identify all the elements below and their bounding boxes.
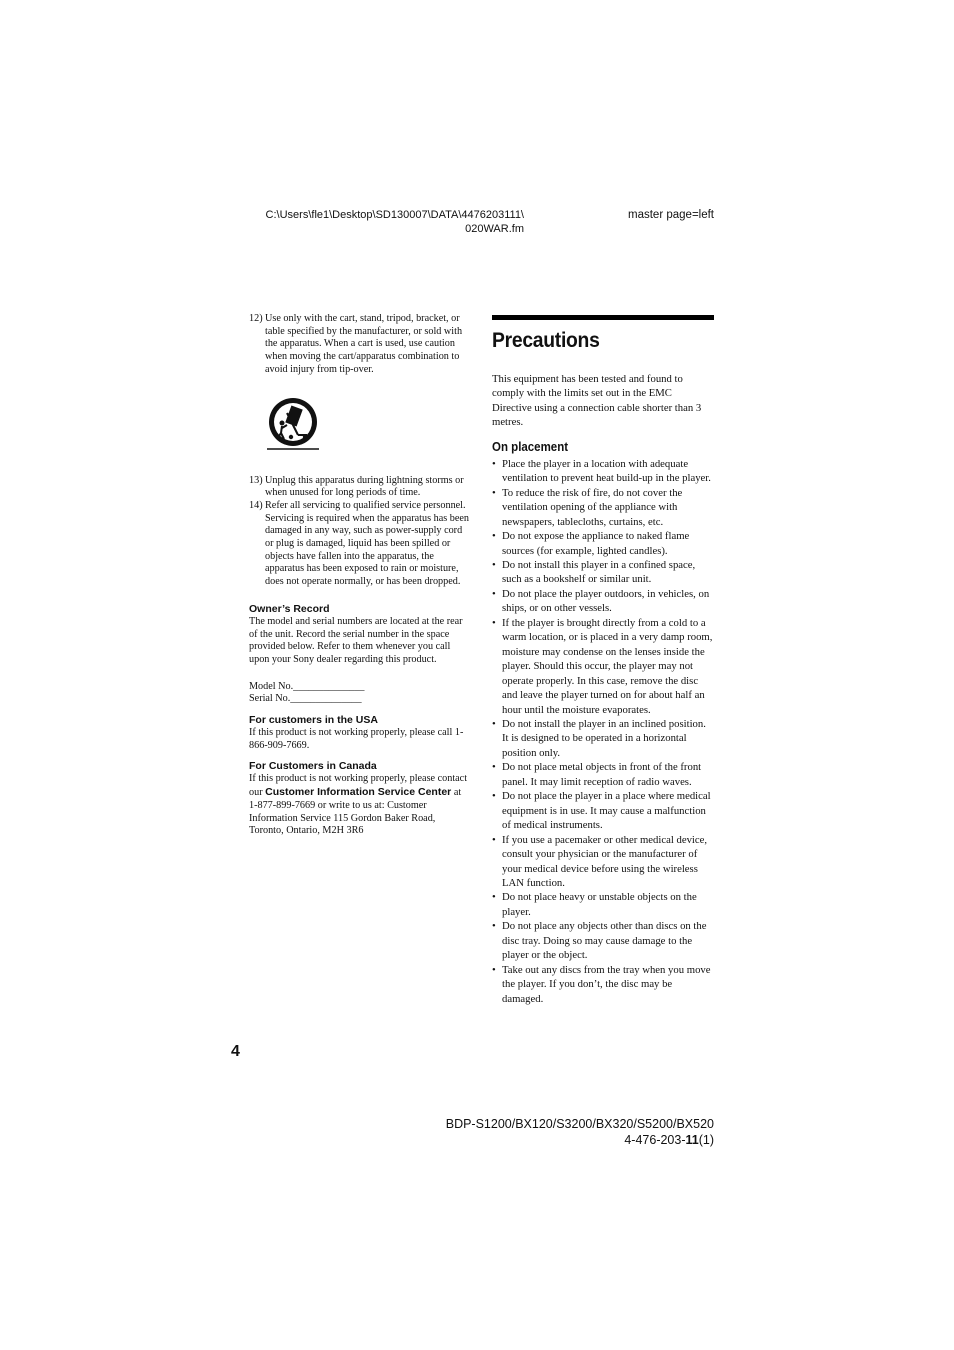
- item-text: Refer all servicing to qualified service personnel. Servicing is required when the apparatus has been damaged in any way, such as power-supply cord or plug is damaged, liquid has been spilled or objects have fallen into the apparatus, the apparatus has been exposed to rain or moisture, does not operate normally, or has been dropped.: [265, 499, 469, 588]
- canada-heading: For Customers in Canada: [249, 760, 377, 773]
- usa-heading: For customers in the USA: [249, 714, 378, 727]
- list-item: • If the player is brought directly from a cold to a warm location, or is placed in a very damp room, moisture may condense on the lenses inside the player. Should this occur, the player may not operate properly. In this case, remove the disc and leave the player turned on for about half an hour until the moisture evaporates.: [492, 616, 714, 717]
- item-number: 14): [249, 499, 263, 511]
- page-title: Precautions: [492, 329, 600, 352]
- placement-heading: On placement: [492, 439, 569, 454]
- code-suffix: (1): [698, 1133, 714, 1147]
- item-text: Unplug this apparatus during lightning storms or when unused for long periods of time.: [265, 474, 464, 499]
- canada-text-intro: If this product is not working properly, please contact our: [249, 773, 468, 799]
- placement-list: [492, 457, 714, 1006]
- list-item: • Do not place heavy or unstable objects on the player.: [492, 890, 714, 919]
- safety-item-12: [249, 313, 471, 377]
- model-number-field: Model No.______________: [249, 680, 365, 692]
- item-number: 12): [249, 313, 263, 324]
- list-item: • Do not install the player in an inclined position. It is designed to be operated in a horizontal position only.: [492, 717, 714, 760]
- customer-info-center-name: Customer Information Service Center: [265, 786, 452, 799]
- list-item: • Do not install this player in a confined space, such as a bookshelf or similar unit.: [492, 558, 714, 587]
- list-item: • Do not expose the appliance to naked flame sources (for example, lighted candles).: [492, 529, 714, 558]
- model-line: BDP-S1200/BX120/S3200/BX320/S5200/BX520: [445, 1117, 714, 1131]
- file-path-line-1: C:\Users\fle1\Desktop\SD130007\DATA\4476203111\: [265, 209, 524, 221]
- owners-record-heading: Owner’s Record: [249, 602, 330, 615]
- list-item: • Do not place the player outdoors, in vehicles, on ships, or on other vessels.: [492, 587, 714, 616]
- canada-text-address: at 1-877-899-7669 or write to us at: Customer Information Service 115 Gordon Baker Road, Toronto, Ontario, M2H 3R6: [249, 787, 462, 837]
- list-item: • To reduce the risk of fire, do not cover the ventilation opening of the appliance with newspapers, tablecloths, curtains, etc.: [492, 486, 714, 529]
- file-path-line-2: 020WAR.fm: [465, 223, 524, 235]
- right-column: [492, 315, 714, 1006]
- master-page-label: master page=left: [628, 209, 714, 221]
- document-code: [400, 1132, 714, 1148]
- list-item: • Do not place the player in a place where medical equipment is in use. It may cause a malfunction of medical instruments.: [492, 789, 714, 832]
- file-path: [256, 208, 524, 236]
- item-number: 13): [249, 474, 263, 486]
- serial-number-field: Serial No.______________: [249, 693, 362, 705]
- title-rule: [492, 315, 714, 320]
- left-column: [249, 313, 471, 838]
- intro-paragraph: This equipment has been tested and found to comply with the limits set out in the EMC Directive using a connection cable shorter than 3 metres.: [492, 373, 702, 429]
- model-footer: [400, 1116, 714, 1148]
- page-number: 4: [231, 1043, 240, 1060]
- list-item: • Do not place metal objects in front of the front panel. It may limit reception of radio waves.: [492, 760, 714, 789]
- owners-record-text: The model and serial numbers are located at the rear of the unit. Record the serial number in the space provided below. Refer to them whenever you call upon your Sony dealer regarding this product.: [249, 615, 463, 665]
- list-item: • Take out any discs from the tray when you move the player. If you don’t, the disc may be damaged.: [492, 963, 714, 1006]
- safety-item-13: [249, 475, 471, 500]
- item-text: Use only with the cart, stand, tripod, bracket, or table specified by the manufacturer, or sold with the apparatus. When a cart is used, use caution when moving the cart/apparatus combination to avoid injury from tip-over.: [265, 313, 463, 375]
- code-revision: 11: [685, 1133, 699, 1147]
- list-item: • If you use a pacemaker or other medical device, consult your physician or the manufacturer of your medical device before using the wireless LAN function.: [492, 833, 714, 891]
- safety-item-14: [249, 500, 471, 589]
- list-item: • Do not place any objects other than discs on the disc tray. Doing so may cause damage to the player or the object.: [492, 919, 714, 962]
- cart-tip-over-warning-icon: [265, 397, 321, 453]
- code-prefix: 4-476-203-: [624, 1133, 686, 1147]
- canada-text: [249, 773, 471, 838]
- list-item: • Place the player in a location with adequate ventilation to prevent heat build-up in the player.: [492, 457, 714, 486]
- usa-text: If this product is not working properly, please call 1-866-909-7669.: [249, 727, 464, 751]
